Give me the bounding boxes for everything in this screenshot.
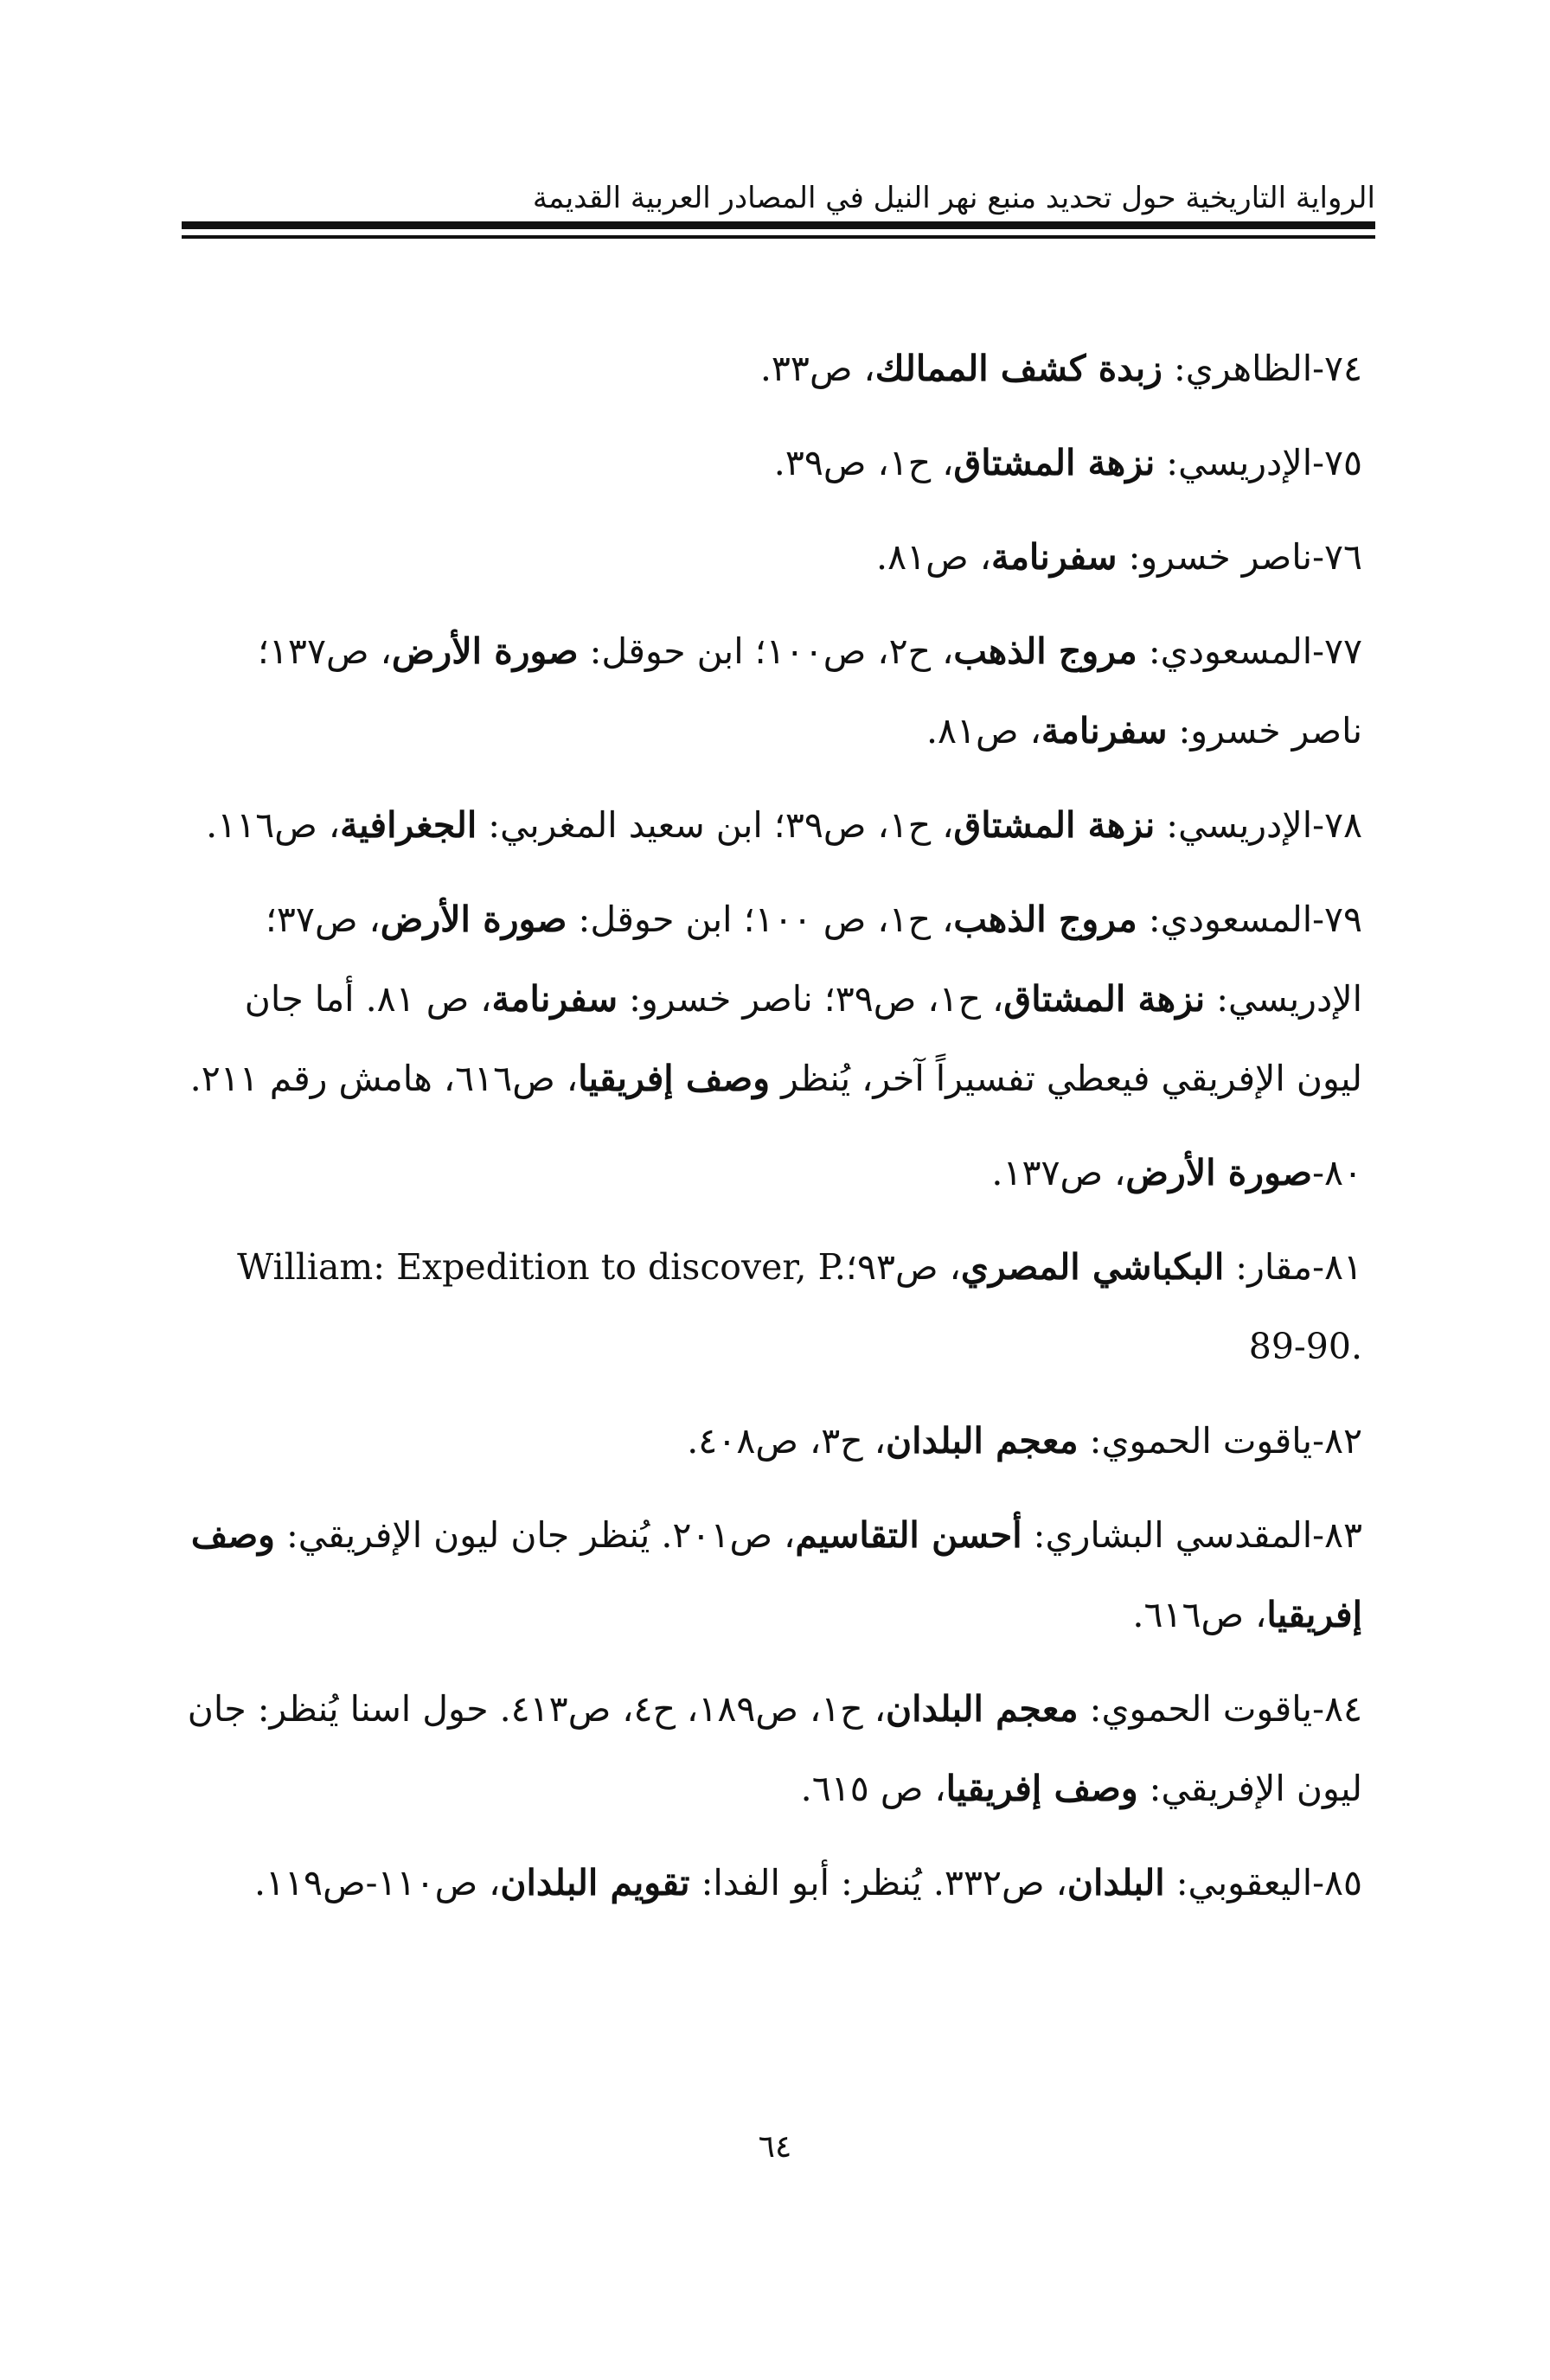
footnote-76: ٧٦-ناصر خسرو: سفرنامة، ص٨١. [876,536,1362,578]
header-rule-thin [182,235,1375,239]
footnote-85: ٨٥-اليعقوبي: البلدان، ص٣٣٢. يُنظر: أبو الفدا: تقويم البلدان، ص١١٠-ص١١٩. [253,1862,1362,1903]
footnote-74: ٧٤-الظاهري: زبدة كشف الممالك، ص٣٣. [759,348,1362,389]
running-header: الرواية التاريخية حول تحديد منبع نهر النيل في المصادر العربية القديمة [532,181,1375,215]
footnote-75: ٧٥-الإدريسي: نزهة المشتاق، ح١، ص٣٩. [773,442,1362,483]
footnote-82: ٨٢-ياقوت الحموي: معجم البلدان، ح٣، ص٤٠٨. [687,1420,1362,1462]
header-rule-thick [182,221,1375,229]
latin-citation: William: Expedition to discover, P. 89-90. [237,1246,1362,1367]
footnote-83: ٨٣-المقدسي البشاري: أحسن التقاسيم، ص٢٠١. يُنظر جان ليون الإفريقي: وصف إفريقيا، ص٦١٦. [190,1514,1362,1635]
footnote-77: ٧٧-المسعودي: مروج الذهب، ح٢، ص١٠٠؛ ابن حوقل: صورة الأرض، ص١٣٧؛ ناصر خسرو: سفرنامة، ص٨١. [257,630,1362,752]
footnote-80: ٨٠-صورة الأرض، ص١٣٧. [991,1152,1362,1193]
page-number: ٦٤ [758,2129,792,2165]
footnote-78: ٧٨-الإدريسي: نزهة المشتاق، ح١، ص٣٩؛ ابن سعيد المغربي: الجغرافية، ص١١٦. [206,804,1362,846]
footnote-81: ٨١-مقار: البكباشي المصري، ص٩٣؛William: Expedition to discover, P. 89-90. [237,1246,1362,1367]
footnotes-list [180,329,1362,1937]
footnote-84: ٨٤-ياقوت الحموي: معجم البلدان، ح١، ص١٨٩، ح٤، ص٤١٣. حول اسنا يُنظر: جان ليون الإفريقي: وصف إفريقيا، ص ٦١٥. [187,1688,1362,1809]
footnote-79: ٧٩-المسعودي: مروج الذهب، ح١، ص ١٠٠؛ ابن حوقل: صورة الأرض، ص٣٧؛ الإدريسي: نزهة المشتاق، ح١، ص٣٩؛ ناصر خسرو: سفرنامة، ص ٨١. أما جان ليون الإفريقي فيعطي تفسيراً آخر، يُنظر وصف إفريقيا، ص٦١٦، هامش رقم ٢١١. [189,899,1362,1099]
